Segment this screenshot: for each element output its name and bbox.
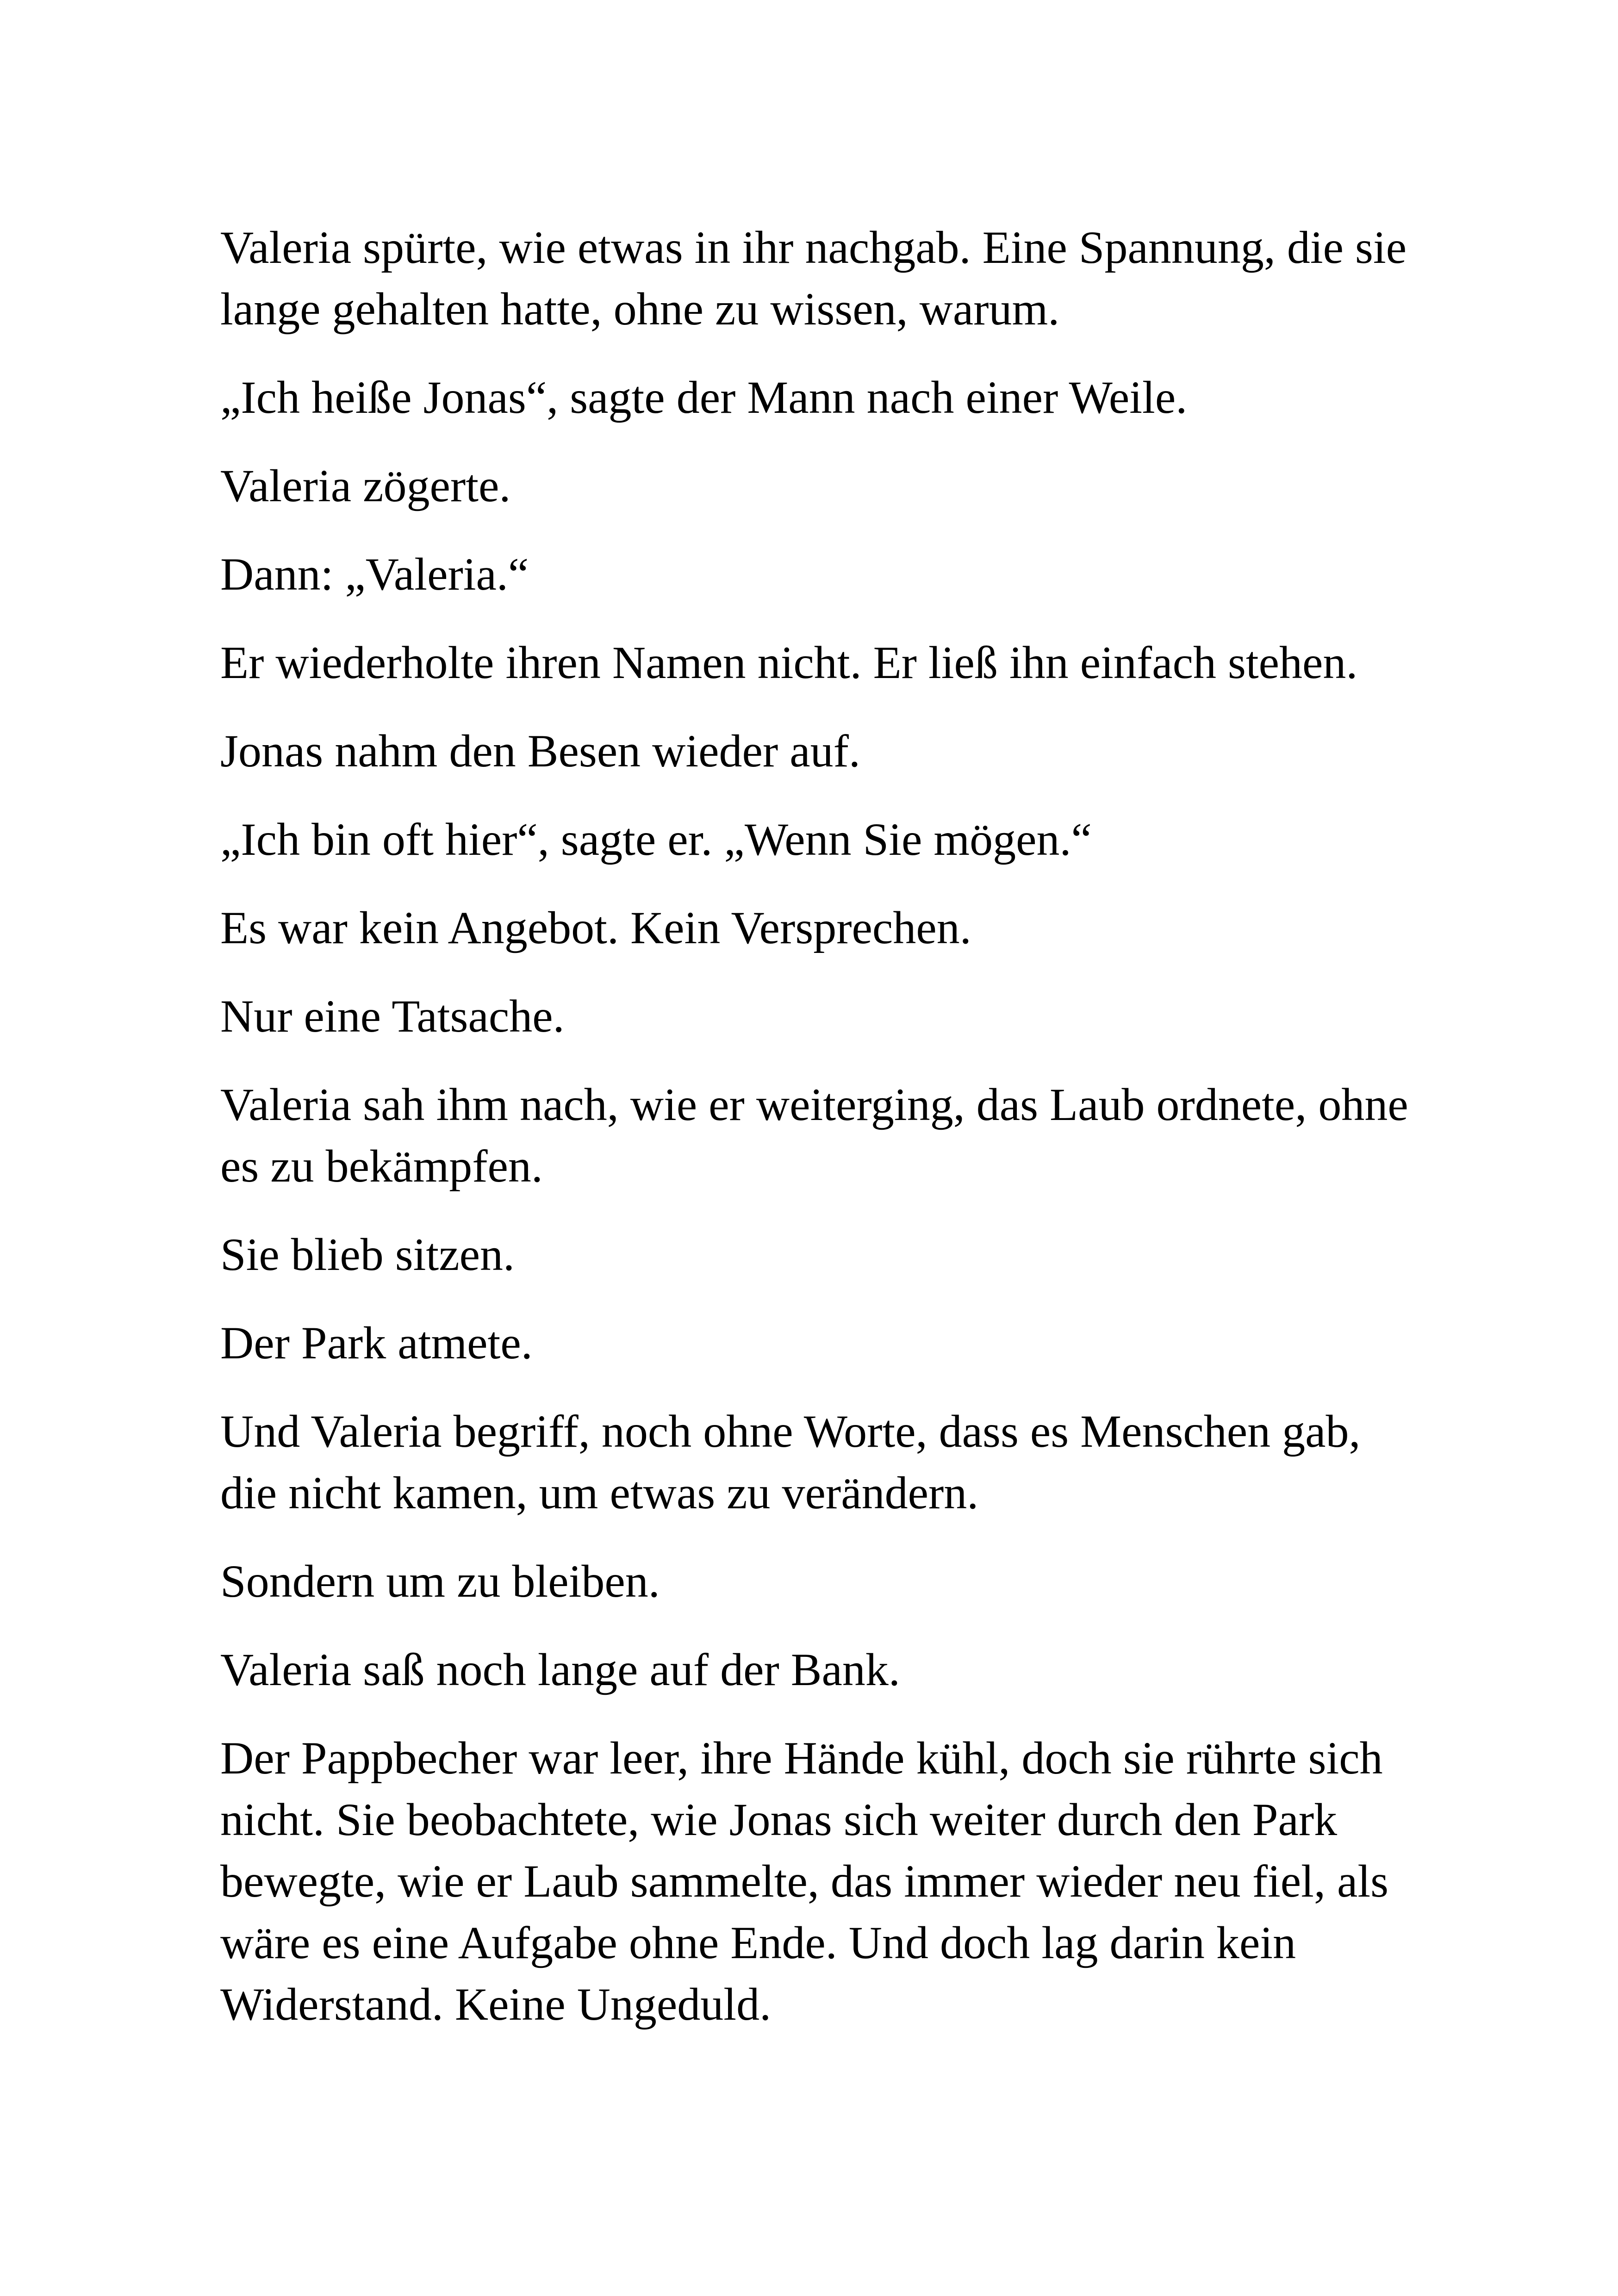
paragraph: Valeria sah ihm nach, wie er weiterging, das Laub ordnete, ohne es zu bekämpfen. — [220, 1079, 1408, 1192]
paragraph: Valeria zögerte. — [220, 460, 511, 511]
paragraph: Er wiederholte ihren Namen nicht. Er ließ ihn einfach stehen. — [220, 637, 1358, 688]
paragraph: „Ich heiße Jonas“, sagte der Mann nach einer Weile. — [220, 372, 1188, 423]
paragraph: Dann: „Valeria.“ — [220, 548, 529, 600]
paragraph: „Ich bin oft hier“, sagte er. „Wenn Sie mögen.“ — [220, 814, 1092, 865]
paragraph: Und Valeria begriff, noch ohne Worte, dass es Menschen gab, die nicht kamen, um etwas zu verändern. — [220, 1406, 1361, 1518]
paragraph: Valeria spürte, wie etwas in ihr nachgab. Eine Spannung, die sie lange gehalten hatte, ohne zu wissen, warum. — [220, 222, 1407, 335]
paragraph: Valeria saß noch lange auf der Bank. — [220, 1644, 900, 1695]
paragraph: Nur eine Tatsache. — [220, 990, 565, 1042]
body-text — [220, 217, 1414, 2062]
paragraph: Es war kein Angebot. Kein Versprechen. — [220, 902, 971, 953]
paragraph: Der Park atmete. — [220, 1317, 533, 1369]
paragraph: Jonas nahm den Besen wieder auf. — [220, 725, 860, 777]
paragraph: Sie blieb sitzen. — [220, 1229, 515, 1280]
paragraph: Sondern um zu bleiben. — [220, 1556, 660, 1607]
paragraph: Der Pappbecher war leer, ihre Hände kühl, doch sie rührte sich nicht. Sie beobachtete, wie Jonas sich weiter durch den Park bewegte, wie er Laub sammelte, das immer wieder neu fiel, als wäre es eine Aufgabe ohne Ende. Und doch lag darin kein Widerstand. Keine Ungeduld. — [220, 1732, 1389, 2030]
